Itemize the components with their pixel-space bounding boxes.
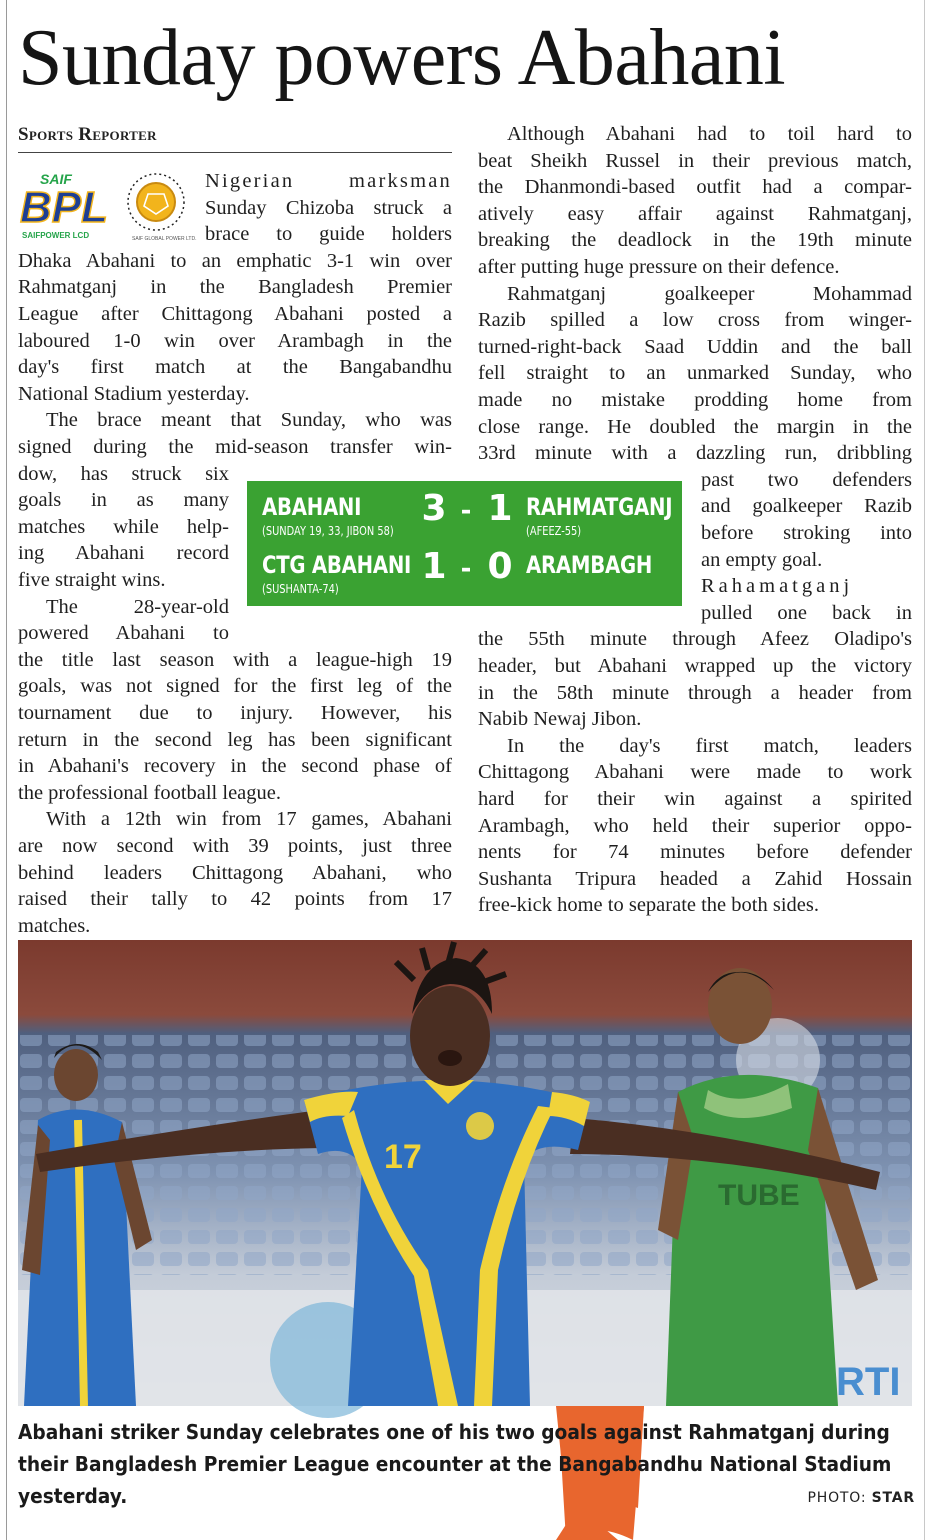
caption-line: yesterday.	[18, 1484, 128, 1508]
sponsor-text: TUBE	[718, 1179, 800, 1212]
match1-away-team: RAHMATGANJ	[526, 493, 673, 521]
photo-credit-label: PHOTO:	[807, 1490, 867, 1506]
match2-away-team: ARAMBAGH	[526, 551, 653, 579]
article-line: In the day's first match, leaders	[507, 734, 912, 757]
article-line: ing Abahani record	[18, 542, 229, 565]
match1-home-scorers: (SUNDAY 19, 33, JIBON 58)	[262, 524, 394, 538]
article-line: the title last season with a league-high 19	[18, 648, 452, 671]
article-line: goals, was not signed for the first leg of the	[18, 675, 452, 698]
match1-home-team: ABAHANI	[262, 493, 362, 521]
article-line: laboured 1-0 win over Arambagh in the	[18, 329, 452, 352]
article-line: in Abahani's recovery in the second phase of	[18, 755, 452, 778]
match2-home-scorers: (SUSHANTA-74)	[262, 582, 339, 596]
match2-home-score: 1	[421, 546, 447, 587]
article-line: the professional football league.	[18, 781, 281, 804]
article-line: National Stadium yesterday.	[18, 382, 250, 405]
article-line: atively easy affair against Rahmatganj,	[478, 202, 912, 225]
photo-caption	[18, 1416, 908, 1512]
article-line: Chittagong Abahani were made to work	[478, 761, 912, 784]
photo-credit	[790, 1490, 915, 1506]
logo-bottom-text: SAIFPOWER LCD	[22, 231, 90, 240]
article-line: nents for 74 minutes before defender	[478, 841, 912, 864]
article-line: before stroking into	[701, 522, 912, 544]
article-line: League after Chittagong Abahani posted a	[18, 303, 452, 325]
match1-separator: -	[460, 496, 472, 526]
article-line: fell straight to an unmarked Sunday, who	[478, 362, 912, 385]
match2-away-score: 0	[487, 546, 513, 587]
article-line: signed during the mid-season transfer win-	[18, 436, 452, 458]
article-line: With a 12th win from 17 games, Abahani	[46, 808, 452, 831]
photo-credit-source: STAR	[871, 1490, 915, 1506]
article-line: pulled one back in	[701, 601, 912, 624]
match1-away-scorers: (AFEEZ-55)	[526, 524, 582, 538]
article-line: The 28-year-old	[46, 595, 229, 618]
match-photo	[18, 940, 912, 1406]
article-line: are now second with 39 points, just three	[18, 835, 452, 857]
article-line: Although Abahani had to toil hard to	[507, 123, 912, 145]
article-line: the Dhanmondi-based outfit had a compar-	[478, 176, 912, 199]
article-line: brace to guide holders	[205, 223, 452, 246]
article-line: made no mistake prodding home from	[478, 389, 912, 411]
article-line: Dhaka Abahani to an emphatic 3-1 win over	[18, 249, 452, 272]
match2-separator: -	[460, 554, 472, 584]
logo-top-text: SAIF	[40, 171, 72, 187]
article-line: breaking the deadlock in the 19th minute	[478, 229, 912, 252]
caption-line: Abahani striker Sunday celebrates one of his two goals against Rahmatganj during	[18, 1420, 890, 1444]
article-line: goals in as many	[18, 489, 229, 512]
jersey-number: 17	[384, 1138, 422, 1176]
match1-away-score: 1	[487, 488, 513, 529]
article-line: Razib spilled a low cross from winger-	[478, 309, 912, 332]
article-line: tournament due to injury. However, his	[18, 702, 452, 724]
caption-line: their Bangladesh Premier League encounter at the Bangabandhu National Stadium	[18, 1452, 892, 1476]
article-line: Rahamatganj	[701, 575, 854, 598]
article-line: an empty goal.	[701, 548, 823, 571]
logo-tagline: SAIF GLOBAL POWER LTD.	[132, 236, 197, 242]
article-line: and goalkeeper Razib	[701, 495, 912, 518]
article-line: 33rd minute with a dazzling run, dribbling	[478, 442, 912, 465]
article-line: free-kick home to separate the both sides.	[478, 894, 819, 917]
article-line: The brace meant that Sunday, who was	[46, 409, 452, 432]
article-line: turned-right-back Saad Uddin and the ball	[478, 335, 912, 358]
article-line: after putting huge pressure on their defence.	[478, 256, 840, 278]
article-line: Nigerian marksman	[205, 170, 452, 192]
article-line: return in the second leg has been significant	[18, 728, 452, 751]
article-line: Arambagh, who held their superior oppo-	[478, 814, 912, 837]
article-line: five straight wins.	[18, 569, 166, 591]
article-line: past two defenders	[701, 468, 912, 491]
match2-home-team: CTG ABAHANI	[262, 551, 412, 579]
article-line: Nabib Newaj Jibon.	[478, 708, 642, 731]
article-line: powered Abahani to	[18, 622, 229, 645]
article-line: dow, has struck six	[18, 462, 229, 485]
article-line: the 55th minute through Afeez Oladipo's	[478, 628, 912, 651]
article-line: beat Sheikh Russel in their previous match,	[478, 149, 912, 172]
article-line: day's first match at the Bangabandhu	[18, 356, 452, 379]
article-line: behind leaders Chittagong Abahani, who	[18, 861, 452, 884]
article-line: matches.	[18, 914, 91, 937]
match1-home-score: 3	[421, 488, 447, 529]
article-line: close range. He doubled the margin in the	[478, 415, 912, 438]
headline: Sunday powers Abahani	[18, 14, 786, 102]
article-line: Rahmatganj goalkeeper Mohammad	[507, 282, 912, 305]
article-line: Rahmatganj in the Bangladesh Premier	[18, 276, 452, 299]
scoreboard	[247, 481, 682, 606]
article-line: hard for their win against a spirited	[478, 788, 912, 810]
article-line: raised their tally to 42 points from 17	[18, 888, 452, 911]
article-line: Sunday Chizoba struck a	[205, 196, 452, 219]
article-line: in the 58th minute through a header from	[478, 681, 912, 704]
board-text: RTI	[836, 1360, 901, 1404]
article-line: matches while help-	[18, 515, 229, 538]
article-line: header, but Abahani wrapped up the victory	[478, 655, 912, 677]
article-line: Sushanta Tripura headed a Zahid Hossain	[478, 867, 912, 890]
logo-main-text: BPL	[20, 183, 108, 232]
byline: Sports Reporter	[18, 124, 157, 145]
